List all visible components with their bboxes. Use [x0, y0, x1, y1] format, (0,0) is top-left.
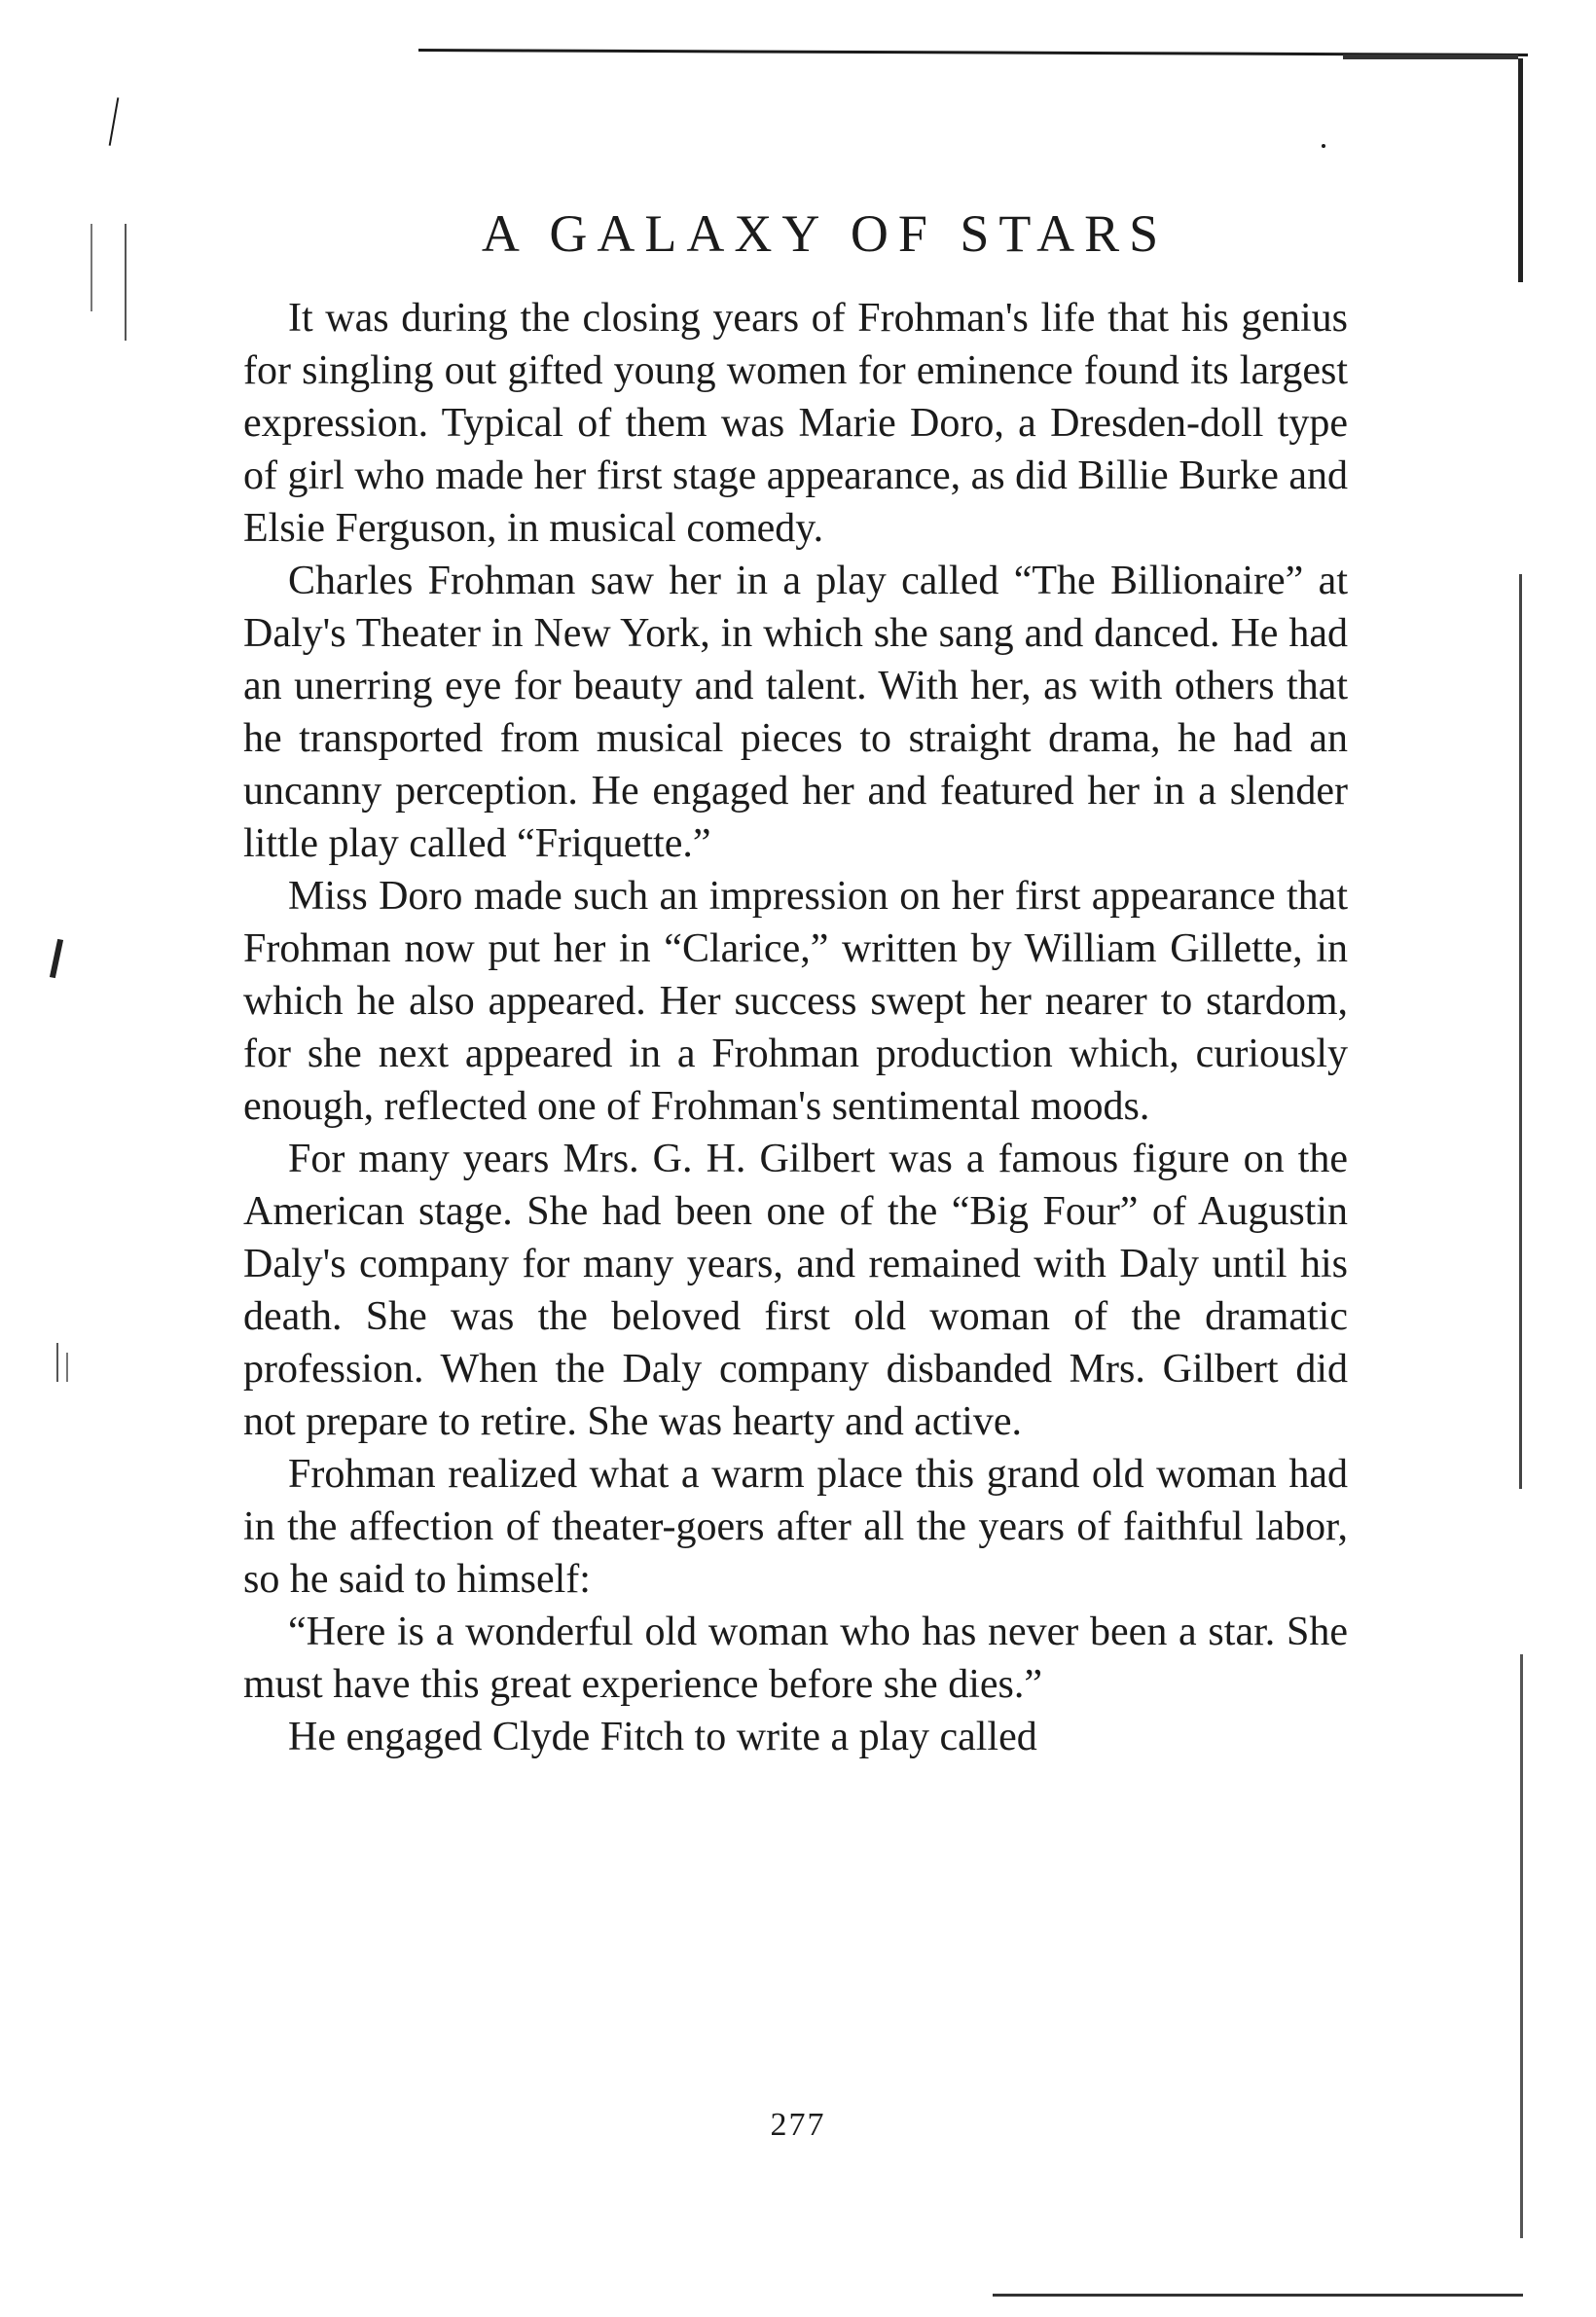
- scan-speck: [1322, 144, 1325, 148]
- paragraph: It was during the closing years of Frohman's life that his genius for singling out gifted young women for eminence found its largest expression. Typical of them was Marie Doro, a Dresden-doll type of girl who made her first stage appearance, as did Billie Burke and Elsie Ferguson, in musical comedy.: [243, 296, 1348, 551]
- paragraph: Miss Doro made such an impression on her first appearance that Frohman now put her in “Clarice,” written by William Gillette, in which he also appeared. Her success swept her nearer to stardom, for she next appeared in a Frohman production which, curiously enough, reflected one of Frohman's sentimental moods.: [243, 874, 1348, 1129]
- margin-mark: [109, 97, 120, 146]
- scan-edge-top-corner: [1343, 54, 1518, 59]
- paragraph: Charles Frohman saw her in a play called “The Billionaire” at Daly's Theater in New York, in which she sang and danced. He had an unerring eye for beauty and talent. With her, as with others that he transported from musical pieces to straight drama, he had an uncanny perception. He engaged her and featured her in a slender little play called “Friquette.”: [243, 559, 1348, 866]
- scan-edge-bottom-rule: [993, 2294, 1523, 2297]
- paragraph: Frohman realized what a warm place this grand old woman had in the affection of theater-goers after all the years of faithful labor, so he said to himself:: [243, 1452, 1348, 1602]
- margin-mark: [91, 224, 92, 311]
- paragraph: He engaged Clyde Fitch to write a play called: [288, 1715, 1037, 1759]
- paragraph: “Here is a wonderful old woman who has never been a star. She must have this great experience before she dies.”: [243, 1610, 1348, 1707]
- margin-mark: [56, 1343, 58, 1382]
- running-head: A GALAXY OF STARS: [481, 204, 1169, 263]
- scan-edge-right-middle: [1519, 574, 1522, 1489]
- paragraph: For many years Mrs. G. H. Gilbert was a famous figure on the American stage. She had been one of the “Big Four” of Augustin Daly's company for many years, and remained with Daly until his death. She was the beloved first old woman of the dramatic profession. When the Daly company disbanded Mrs. Gilbert did not prepare to retire. She was hearty and active.: [243, 1137, 1348, 1444]
- page-number: 277: [770, 2107, 826, 2143]
- margin-mark: [50, 939, 63, 978]
- page-text: [243, 204, 1348, 1763]
- scan-edge-right-top: [1518, 58, 1523, 282]
- margin-mark: [125, 224, 127, 341]
- scan-edge-right-bottom: [1520, 1654, 1523, 2238]
- margin-mark: [66, 1353, 68, 1382]
